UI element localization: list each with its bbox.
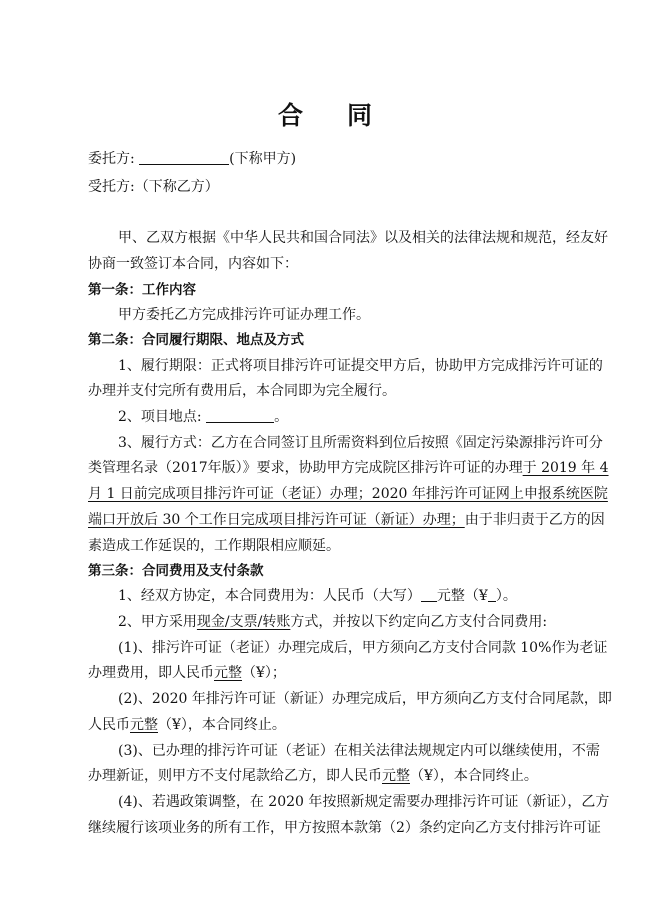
article3-s3-line2 [88, 767, 588, 785]
s3-amount: 元整 [382, 768, 410, 784]
article3-s3-line1: (3)、已办理的排污许可证（老证）在相关法律法规规定内可以继续使用，不需 [118, 743, 600, 759]
article1-content: 甲方委托乙方完成排污许可证办理工作。 [118, 307, 370, 323]
title-char-2: 同 [347, 101, 373, 130]
article3-s4-line2: 继续履行该项业务的所有工作，甲方按照本款第（2）条约定向乙方支付排污许可证 [88, 820, 601, 836]
article3-p1 [118, 587, 588, 605]
p3-line4-plain: 由于非归责于乙方的因 [464, 512, 605, 528]
article1-heading: 第一条：工作内容 [88, 282, 196, 298]
article2-p3-line4 [88, 511, 605, 529]
title-char-1: 合 [277, 101, 303, 130]
client-suffix: (下称甲方) [229, 151, 297, 167]
s2-amount: 元整 [130, 717, 158, 733]
project-location-label: 2、项目地点: [118, 409, 202, 425]
intro-line-2: 协商一致签订本合同，内容如下： [88, 256, 298, 272]
fee-label: 1、经双方协定，本合同费用为：人民币（大写） [118, 588, 421, 604]
s1-label: 办理费用，即人民币 [88, 665, 214, 681]
contractor-label: 受托方: [88, 179, 135, 195]
fee-amount-blank [488, 587, 496, 602]
payment-desc: 方式，并按以下约定向乙方支付合同费用: [290, 614, 548, 630]
s1-tail: （¥）； [242, 665, 286, 681]
article2-p3-line3: 月 1 日前完成项目排污许可证（老证）办理；2020 年排污许可证网上申报系统医院 [88, 486, 608, 502]
article3-s1-line2 [88, 664, 588, 682]
s2-label: 人民币 [88, 717, 130, 733]
fee-blank [421, 587, 437, 602]
client-line [88, 150, 588, 168]
s2-tail: （¥），本合同终止。 [158, 717, 286, 733]
s1-amount: 元整 [214, 665, 242, 681]
article3-s1-line1: (1)、排污许可证（老证）办理完成后，甲方须向乙方支付合同款 10%作为老证 [118, 640, 608, 656]
intro-line-1: 甲、乙双方根据《中华人民共和国合同法》以及相关的法律法规和规范，经友好 [118, 230, 608, 246]
client-label: 委托方: [88, 151, 135, 167]
article3-p2 [118, 613, 588, 631]
article2-p2 [118, 408, 588, 426]
article2-p3-line1: 3、履行方式：乙方在合同签订且所需资料到位后按照《固定污染源排污许可分 [118, 435, 603, 451]
period: 。 [274, 409, 289, 425]
article3-s2-line1: (2)、2020 年排污许可证（新证）办理完成后，甲方须向乙方支付合同尾款，即 [118, 691, 612, 707]
client-blank [139, 150, 229, 165]
article3-heading: 第三条：合同费用及支付条款 [88, 563, 264, 579]
article3-s4-line1: (4)、若遇政策调整，在 2020 年按照新规定需要办理排污许可证（新证），乙方 [118, 794, 610, 810]
p3-line4-underlined: 端口开放后 30 个工作日完成项目排污许可证（新证）办理； [88, 512, 465, 528]
p3-line2-underlined: 于 2019 年 4 [522, 460, 609, 476]
contractor-suffix: （下称乙方） [134, 179, 219, 195]
payment-label: 2、甲方采用 [118, 614, 197, 630]
article3-s2-line2 [88, 716, 588, 734]
payment-method: 现金/支票/转账 [196, 614, 291, 630]
article2-p3-line5: 素造成工作延误的，工作期限相应顺延。 [88, 538, 340, 554]
s3-tail: （¥），本合同终止。 [410, 768, 538, 784]
article2-p3-line2 [88, 459, 609, 477]
contract-title [0, 96, 650, 132]
p3-line2-plain: 类管理名录（2017年版）》要求，协助甲方完成院区排污许可证的办理 [88, 460, 523, 476]
contractor-line [88, 178, 588, 196]
article2-p1-line1: 1、履行期限：正式将项目排污许可证提交甲方后，协助甲方完成排污许可证的 [118, 358, 603, 374]
fee-close: ）。 [495, 588, 517, 604]
article2-p1-line2: 办理并支付完所有费用后，本合同即为完全履行。 [88, 383, 396, 399]
fee-unit: 元整（¥ [436, 588, 488, 604]
project-location-blank [206, 408, 274, 423]
article2-heading: 第二条：合同履行期限、地点及方式 [88, 332, 304, 348]
s3-label: 办理新证，则甲方不支付尾款给乙方，即人民币 [88, 768, 382, 784]
